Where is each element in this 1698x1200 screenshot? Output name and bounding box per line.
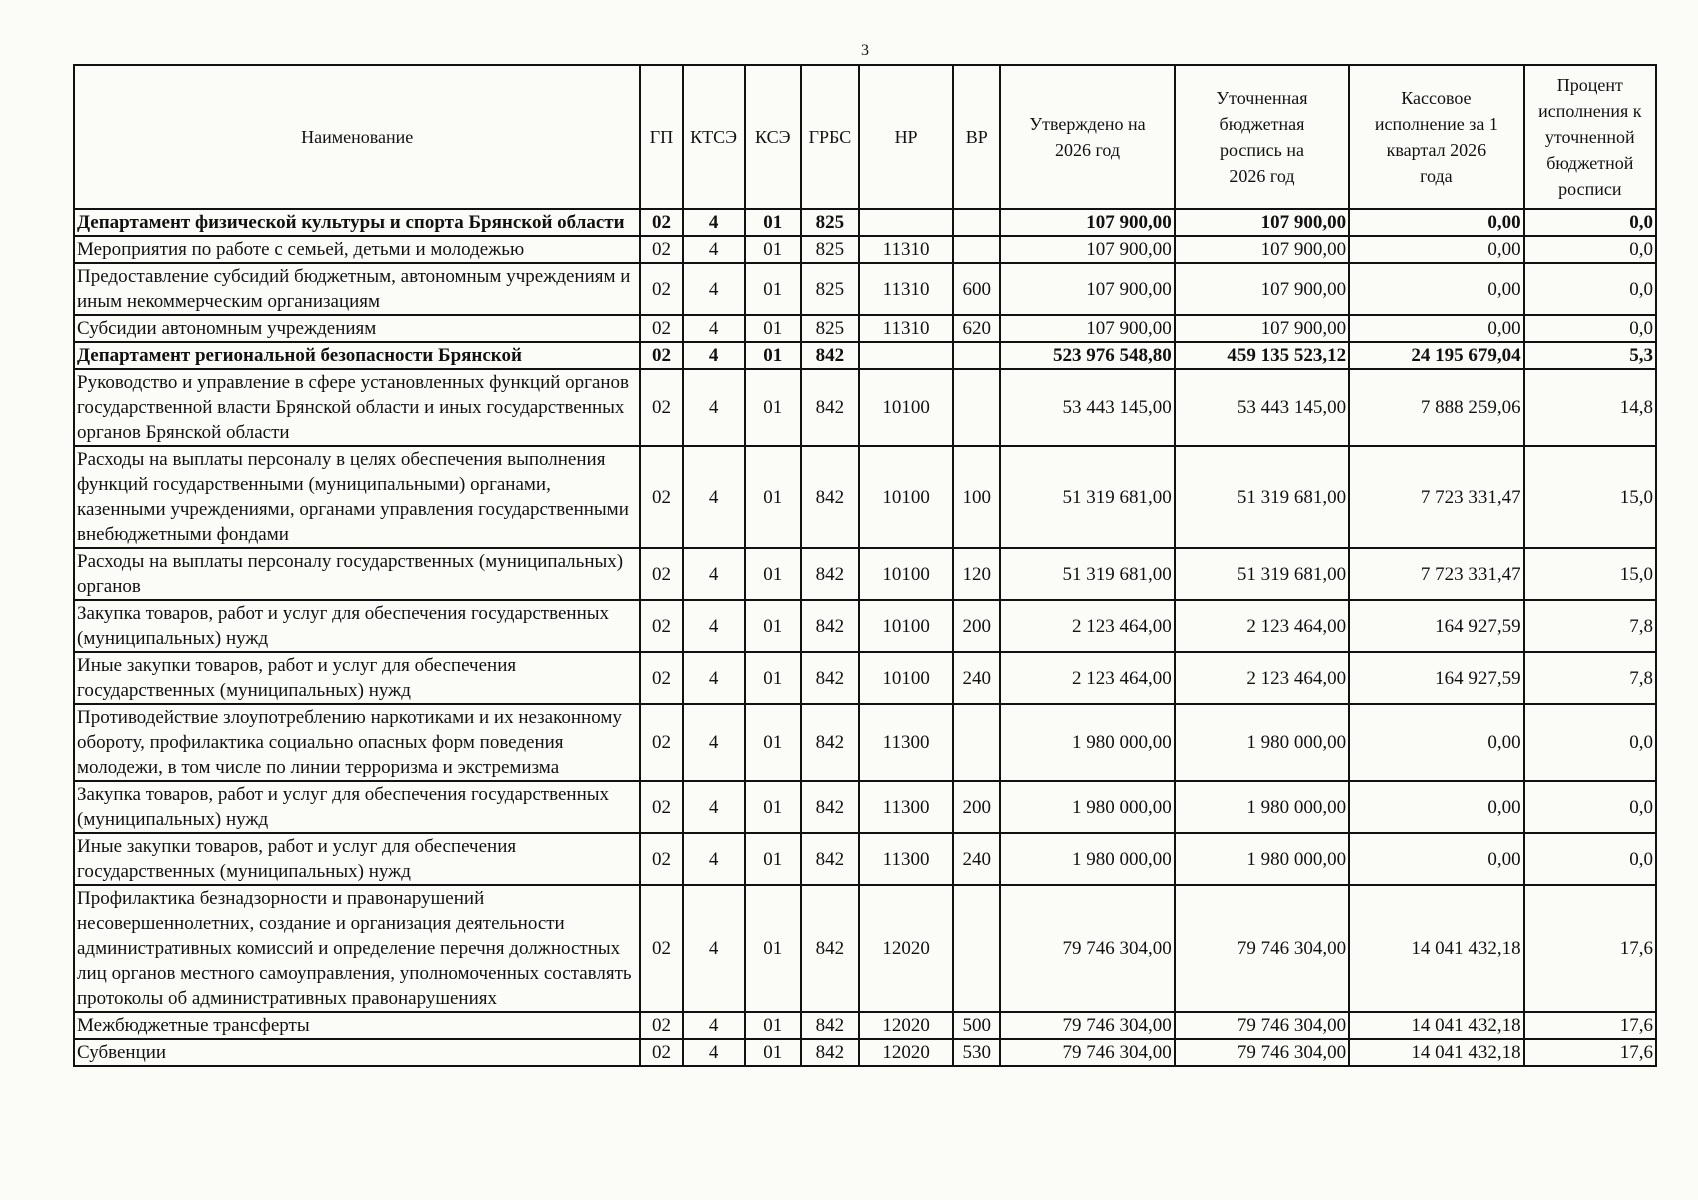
row-name: Департамент региональной безопасности Брянской (74, 342, 640, 369)
row-refined: 1 980 000,00 (1175, 781, 1349, 833)
row-grbs: 842 (801, 1039, 859, 1066)
row-refined: 53 443 145,00 (1175, 369, 1349, 446)
row-nr: 10100 (859, 548, 953, 600)
row-grbs: 842 (801, 781, 859, 833)
row-vr (953, 369, 1000, 446)
row-ktse: 4 (683, 548, 745, 600)
row-percent: 7,8 (1524, 652, 1656, 704)
row-refined: 79 746 304,00 (1175, 1012, 1349, 1039)
row-cash: 7 723 331,47 (1349, 446, 1523, 548)
row-cash: 0,00 (1349, 315, 1523, 342)
row-vr: 600 (953, 263, 1000, 315)
row-vr (953, 209, 1000, 236)
row-cash: 14 041 432,18 (1349, 885, 1523, 1012)
row-approved: 79 746 304,00 (1000, 1012, 1174, 1039)
table-row (74, 446, 1656, 548)
row-grbs: 842 (801, 833, 859, 885)
header-grbs: ГРБС (801, 65, 859, 209)
row-grbs: 825 (801, 263, 859, 315)
row-nr: 11310 (859, 263, 953, 315)
row-refined: 1 980 000,00 (1175, 704, 1349, 781)
row-refined: 2 123 464,00 (1175, 652, 1349, 704)
row-nr: 10100 (859, 446, 953, 548)
header-nr: НР (859, 65, 953, 209)
row-grbs: 842 (801, 548, 859, 600)
row-grbs: 825 (801, 315, 859, 342)
row-nr: 11310 (859, 236, 953, 263)
row-nr: 10100 (859, 369, 953, 446)
row-ktse: 4 (683, 342, 745, 369)
row-grbs: 842 (801, 600, 859, 652)
row-gp: 02 (640, 781, 682, 833)
row-gp: 02 (640, 600, 682, 652)
table-row (74, 342, 1656, 369)
row-approved: 107 900,00 (1000, 315, 1174, 342)
table-row (74, 1039, 1656, 1066)
row-ktse: 4 (683, 704, 745, 781)
row-approved: 523 976 548,80 (1000, 342, 1174, 369)
row-grbs: 842 (801, 342, 859, 369)
row-gp: 02 (640, 1012, 682, 1039)
row-name: Субвенции (74, 1039, 640, 1066)
row-name: Профилактика безнадзорности и правонарушений несовершеннолетних, создание и организация деятельности административных комиссий и определение перечня должностных лиц органов местного самоуправления, уполномоченных составлять протоколы об административных правонарушениях (74, 885, 640, 1012)
row-vr: 240 (953, 833, 1000, 885)
table-row (74, 885, 1656, 1012)
row-nr: 10100 (859, 600, 953, 652)
row-percent: 5,3 (1524, 342, 1656, 369)
row-grbs: 842 (801, 652, 859, 704)
row-cash: 0,00 (1349, 236, 1523, 263)
row-ktse: 4 (683, 236, 745, 263)
row-cash: 164 927,59 (1349, 600, 1523, 652)
row-name: Мероприятия по работе с семьей, детьми и молодежью (74, 236, 640, 263)
table-body (74, 209, 1656, 1066)
row-percent: 17,6 (1524, 1012, 1656, 1039)
row-refined: 79 746 304,00 (1175, 1039, 1349, 1066)
row-name: Закупка товаров, работ и услуг для обеспечения государственных (муниципальных) нужд (74, 781, 640, 833)
row-approved: 2 123 464,00 (1000, 652, 1174, 704)
row-name: Противодействие злоупотреблению наркотиками и их незаконному обороту, профилактика социально опасных форм поведения молодежи, в том числе по линии терроризма и экстремизма (74, 704, 640, 781)
row-kse: 01 (745, 548, 801, 600)
table-row (74, 315, 1656, 342)
row-grbs: 842 (801, 704, 859, 781)
table-header-row (74, 65, 1656, 209)
row-vr: 500 (953, 1012, 1000, 1039)
row-cash: 14 041 432,18 (1349, 1039, 1523, 1066)
row-nr (859, 342, 953, 369)
row-cash: 164 927,59 (1349, 652, 1523, 704)
row-refined: 51 319 681,00 (1175, 446, 1349, 548)
row-vr: 620 (953, 315, 1000, 342)
row-kse: 01 (745, 652, 801, 704)
row-percent: 17,6 (1524, 1039, 1656, 1066)
row-name: Расходы на выплаты персоналу в целях обеспечения выполнения функций государственными (муниципальными) органами, казенными учреждениями, органами управления государственными внебюджетными фондами (74, 446, 640, 548)
table-row (74, 369, 1656, 446)
table-row (74, 263, 1656, 315)
row-vr: 120 (953, 548, 1000, 600)
row-gp: 02 (640, 263, 682, 315)
header-approved: Утверждено на 2026 год (1000, 65, 1174, 209)
row-nr: 12020 (859, 1039, 953, 1066)
header-refined: Уточненная бюджетная роспись на 2026 год (1175, 65, 1349, 209)
row-refined: 107 900,00 (1175, 236, 1349, 263)
row-gp: 02 (640, 369, 682, 446)
row-approved: 51 319 681,00 (1000, 446, 1174, 548)
header-gp: ГП (640, 65, 682, 209)
header-name: Наименование (74, 65, 640, 209)
row-gp: 02 (640, 704, 682, 781)
row-kse: 01 (745, 369, 801, 446)
row-gp: 02 (640, 342, 682, 369)
row-ktse: 4 (683, 263, 745, 315)
row-grbs: 842 (801, 446, 859, 548)
row-percent: 17,6 (1524, 885, 1656, 1012)
row-grbs: 842 (801, 1012, 859, 1039)
table-row (74, 781, 1656, 833)
row-percent: 15,0 (1524, 446, 1656, 548)
row-vr: 240 (953, 652, 1000, 704)
row-approved: 2 123 464,00 (1000, 600, 1174, 652)
row-gp: 02 (640, 209, 682, 236)
row-kse: 01 (745, 885, 801, 1012)
row-approved: 79 746 304,00 (1000, 885, 1174, 1012)
row-kse: 01 (745, 704, 801, 781)
row-name: Субсидии автономным учреждениям (74, 315, 640, 342)
table-row (74, 236, 1656, 263)
row-approved: 107 900,00 (1000, 209, 1174, 236)
table-row (74, 704, 1656, 781)
row-vr (953, 704, 1000, 781)
row-ktse: 4 (683, 600, 745, 652)
row-percent: 0,0 (1524, 704, 1656, 781)
row-gp: 02 (640, 1039, 682, 1066)
row-approved: 79 746 304,00 (1000, 1039, 1174, 1066)
row-cash: 0,00 (1349, 833, 1523, 885)
row-kse: 01 (745, 342, 801, 369)
row-kse: 01 (745, 833, 801, 885)
row-nr: 10100 (859, 652, 953, 704)
row-grbs: 842 (801, 369, 859, 446)
row-approved: 107 900,00 (1000, 236, 1174, 263)
row-nr: 11310 (859, 315, 953, 342)
row-nr: 11300 (859, 781, 953, 833)
row-grbs: 842 (801, 885, 859, 1012)
row-percent: 0,0 (1524, 315, 1656, 342)
row-refined: 2 123 464,00 (1175, 600, 1349, 652)
row-gp: 02 (640, 446, 682, 548)
row-refined: 51 319 681,00 (1175, 548, 1349, 600)
header-ktse: КТСЭ (683, 65, 745, 209)
header-kse: КСЭ (745, 65, 801, 209)
row-ktse: 4 (683, 652, 745, 704)
row-cash: 0,00 (1349, 781, 1523, 833)
row-ktse: 4 (683, 833, 745, 885)
row-approved: 53 443 145,00 (1000, 369, 1174, 446)
row-ktse: 4 (683, 209, 745, 236)
row-gp: 02 (640, 652, 682, 704)
header-cash: Кассовое исполнение за 1 квартал 2026 года (1349, 65, 1523, 209)
row-gp: 02 (640, 833, 682, 885)
row-approved: 107 900,00 (1000, 263, 1174, 315)
row-vr: 200 (953, 781, 1000, 833)
row-nr: 11300 (859, 704, 953, 781)
row-name: Иные закупки товаров, работ и услуг для обеспечения государственных (муниципальных) нужд (74, 833, 640, 885)
row-cash: 0,00 (1349, 209, 1523, 236)
row-kse: 01 (745, 446, 801, 548)
row-percent: 15,0 (1524, 548, 1656, 600)
row-kse: 01 (745, 600, 801, 652)
row-gp: 02 (640, 236, 682, 263)
row-gp: 02 (640, 548, 682, 600)
table-row (74, 1012, 1656, 1039)
row-percent: 0,0 (1524, 263, 1656, 315)
row-gp: 02 (640, 885, 682, 1012)
row-kse: 01 (745, 315, 801, 342)
row-grbs: 825 (801, 209, 859, 236)
row-percent: 7,8 (1524, 600, 1656, 652)
row-nr: 12020 (859, 885, 953, 1012)
row-nr: 12020 (859, 1012, 953, 1039)
row-vr (953, 236, 1000, 263)
row-vr (953, 342, 1000, 369)
row-name: Расходы на выплаты персоналу государственных (муниципальных) органов (74, 548, 640, 600)
table-row (74, 652, 1656, 704)
row-refined: 79 746 304,00 (1175, 885, 1349, 1012)
row-cash: 0,00 (1349, 263, 1523, 315)
row-cash: 7 723 331,47 (1349, 548, 1523, 600)
row-kse: 01 (745, 263, 801, 315)
table-row (74, 209, 1656, 236)
row-ktse: 4 (683, 315, 745, 342)
header-vr: ВР (953, 65, 1000, 209)
row-name: Иные закупки товаров, работ и услуг для обеспечения государственных (муниципальных) нужд (74, 652, 640, 704)
row-cash: 0,00 (1349, 704, 1523, 781)
row-ktse: 4 (683, 885, 745, 1012)
row-kse: 01 (745, 1012, 801, 1039)
row-ktse: 4 (683, 446, 745, 548)
row-name: Предоставление субсидий бюджетным, автономным учреждениям и иным некоммерческим организациям (74, 263, 640, 315)
row-kse: 01 (745, 209, 801, 236)
row-refined: 107 900,00 (1175, 209, 1349, 236)
row-nr (859, 209, 953, 236)
row-ktse: 4 (683, 1039, 745, 1066)
table-row (74, 833, 1656, 885)
row-kse: 01 (745, 236, 801, 263)
row-cash: 7 888 259,06 (1349, 369, 1523, 446)
row-percent: 0,0 (1524, 236, 1656, 263)
row-cash: 14 041 432,18 (1349, 1012, 1523, 1039)
row-name: Руководство и управление в сфере установленных функций органов государственной власти Брянской области и иных государственных органов Брянской области (74, 369, 640, 446)
row-approved: 51 319 681,00 (1000, 548, 1174, 600)
row-kse: 01 (745, 781, 801, 833)
row-vr: 530 (953, 1039, 1000, 1066)
row-ktse: 4 (683, 1012, 745, 1039)
row-refined: 1 980 000,00 (1175, 833, 1349, 885)
budget-table (73, 64, 1657, 1067)
row-gp: 02 (640, 315, 682, 342)
row-nr: 11300 (859, 833, 953, 885)
row-name: Департамент физической культуры и спорта Брянской области (74, 209, 640, 236)
row-percent: 0,0 (1524, 781, 1656, 833)
row-approved: 1 980 000,00 (1000, 704, 1174, 781)
row-percent: 0,0 (1524, 209, 1656, 236)
page-number: 3 (861, 42, 869, 59)
row-name: Межбюджетные трансферты (74, 1012, 640, 1039)
row-vr: 200 (953, 600, 1000, 652)
row-name: Закупка товаров, работ и услуг для обеспечения государственных (муниципальных) нужд (74, 600, 640, 652)
row-cash: 24 195 679,04 (1349, 342, 1523, 369)
row-vr: 100 (953, 446, 1000, 548)
header-percent: Процент исполнения к уточненной бюджетной росписи (1524, 65, 1656, 209)
table-row (74, 548, 1656, 600)
row-vr (953, 885, 1000, 1012)
row-approved: 1 980 000,00 (1000, 781, 1174, 833)
row-ktse: 4 (683, 781, 745, 833)
row-refined: 107 900,00 (1175, 315, 1349, 342)
row-grbs: 825 (801, 236, 859, 263)
row-percent: 0,0 (1524, 833, 1656, 885)
row-percent: 14,8 (1524, 369, 1656, 446)
row-approved: 1 980 000,00 (1000, 833, 1174, 885)
row-refined: 107 900,00 (1175, 263, 1349, 315)
row-refined: 459 135 523,12 (1175, 342, 1349, 369)
table-row (74, 600, 1656, 652)
row-kse: 01 (745, 1039, 801, 1066)
row-ktse: 4 (683, 369, 745, 446)
